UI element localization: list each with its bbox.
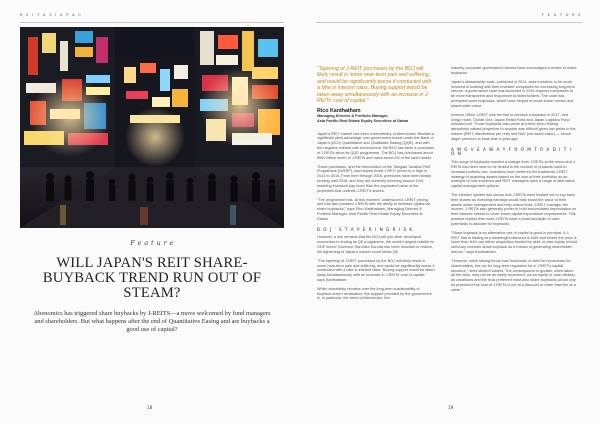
body-paragraph: While uncertainty remains over the long-term sustainability of buyback-driven revaluation, the support provided by the government is, in particular, the trend of Abenomics, the. [317,286,432,301]
body-paragraph: "The programme has, at this moment, underscored J-REIT pricing and has also prodded J-REITs with the ability to increase capital via share buybacks," says Rico Kanthatham, Managing Director & Portfolio Manager, Asia Pacific Real Estate Equity Securities at Daiwa. [317,197,431,221]
body-paragraph: These purchases, and the introduction of the Tanigaki Taxation Reit Programme (NISRP), had helped boost J-REIT prices to a high in 2014 to 2015. From then through 2016, premiums have been slowly eroding until 2018, and they are currently hovering around 10%, meaning investors pay more than the equivalent value of the properties that underlie J-REIT's shares. [317,164,431,193]
page-number-left: 18 [147,405,153,410]
section-subhead: B O J ' S T A P E R I N G R I S K [317,226,414,232]
body-paragraph: Japan's stewardship code, published in 2014, asks investors to be more involved in working with their investee companies for increasing long-term returns. A governance code that launched in 2015 requires companies to be more transparent and responsive to shareholders. The code has prompted some buybacks, which have helped to boost share returns and shareholder value. [451,79,575,108]
header-rule-left [20,22,284,23]
quote-attribution-role: Managing Director & Portfolio Manager, Asia Pacific Real Estate Equity Securities at Daiwa [317,114,409,124]
page-number-right: 19 [448,405,454,410]
pull-quote: "Tapering of J-REIT purchases by the BOJ will likely result in some near-term pain and suffering, and would be significantly worse if conducted with a hike in interest rates. Buying support would be taken away simultaneously with an increase in J-REITs' cost of capital." [317,66,432,105]
tokyo-street-photo [20,27,284,228]
body-paragraph: "The tapering of J-REIT purchases by the BOJ will likely result in some near-term pain and suffering, and would be significantly worse if conducted with a hike in interest rates. Buying support would be taken away simultaneously with an increase in J-REITs' cost of capital," says Kanthatham. [317,258,435,282]
article-headline: WILL JAPAN'S REIT SHARE-BUYBACK TREND RUN OUT OF STEAM? [42,255,262,302]
body-paragraph: The investor system has shown that J-REITs have treated not to buy back their shares as investing earnings would help boost the value of their assets under management and help reduce their J-REIT manager fee income. J-REITs also generally prefer to hold accumulated depreciation on their balance sheets to cover future capital expenditure requirements. This practice implies that most J-REITs have a small stockpile of cash potentially to allocate for buybacks. [451,193,577,226]
body-paragraph: However, a risk remains that the BOJ will join other developed economies in ending its QE programme; the world's largest relative to GDP where Governor Haruhiko Kuroda has been reluctant to reduce, the tightening of Japan's market could follow QE. [317,235,434,254]
body-column-2 [451,66,577,297]
body-paragraph: "However, while raising funds from issue/sale of debt for repurchase for shareholders, the top for long-term regulation for a J-REIT's capital structure," sees diluted holders. The consequence is greater, when taken all the risks, may not be as easily recovered, via an equity or cash dilution, as conditions and the trust preferred must also share buybacks would only be practical if the cost of J-REITs is not at a discount or lower than the at a value." [451,259,576,292]
body-paragraph: Japan's REIT market has been a beneficiary of Abenomics. Besides a significant yield advantage over government bonds under the Bank of Japan's (BOJ) Quantitative and Qualitative Easing (QQE), and with the negative interest rate environment, the BOJ has been a purchaser of J-REITs since its QQE programme. The BOJ has purchased about ¥660 billion worth of J-REITs and owns about 4% of the total market. [317,131,435,160]
running-header-right: F E A T U R E [541,13,582,17]
body-paragraph: This surge of buybacks marked a change from J-REITs at the micro and J-REITs had been seen to be limited in the number of products used to increase portfolio size. Investors have preferred the traditional J-REIT strategy of acquiring assets based on the size of their portfolios as an example of how investors and REIT managers have a range of alternative capital management options. [451,160,576,189]
quote-attribution-name: Rico Kanthatham [317,108,361,115]
running-header-left: R E I T A S I A P A C [20,13,83,17]
section-label: F e a t u r e [130,239,174,247]
body-paragraph: Invesco Office J-REIT was the first to conduct a buyback in 2017, and Ichigo Hotel, Global One, Japan Retail Fund and Japan Logistics Fund followed suit. Those buybacks also came at a time when finding attractively valued properties to acquire was difficult given low yields in the market (REIT distributions per unit) and NAV (net asset value) — hence larger premium to book than a year ago. [451,112,576,141]
body-column-1 [317,66,435,305]
body-paragraph: industry corporate governance reforms have encouraged a review of share buybacks. [451,66,577,75]
section-subhead: A M O V E A W A Y F R O M T R A D I T I O N [451,146,572,157]
article-standfirst: Abenomics has triggered share buybacks by J-REITS—a move welcomed by fund managers and shareholders. But what happens after the end of Quantitative Easing and are buybacks a good use of capital? [33,310,271,333]
body-paragraph: "Share buyback is an alternative use of capital is good in principal. A J-REIT that is trading at a meaningful discount to NAV and where the price is lower than NAV can either acquisition funded by debt, or else equity should seriously consider share buyback as a means of generating shareholder returns," says Kanthatham. [451,230,577,255]
header-rule-right [316,22,582,23]
